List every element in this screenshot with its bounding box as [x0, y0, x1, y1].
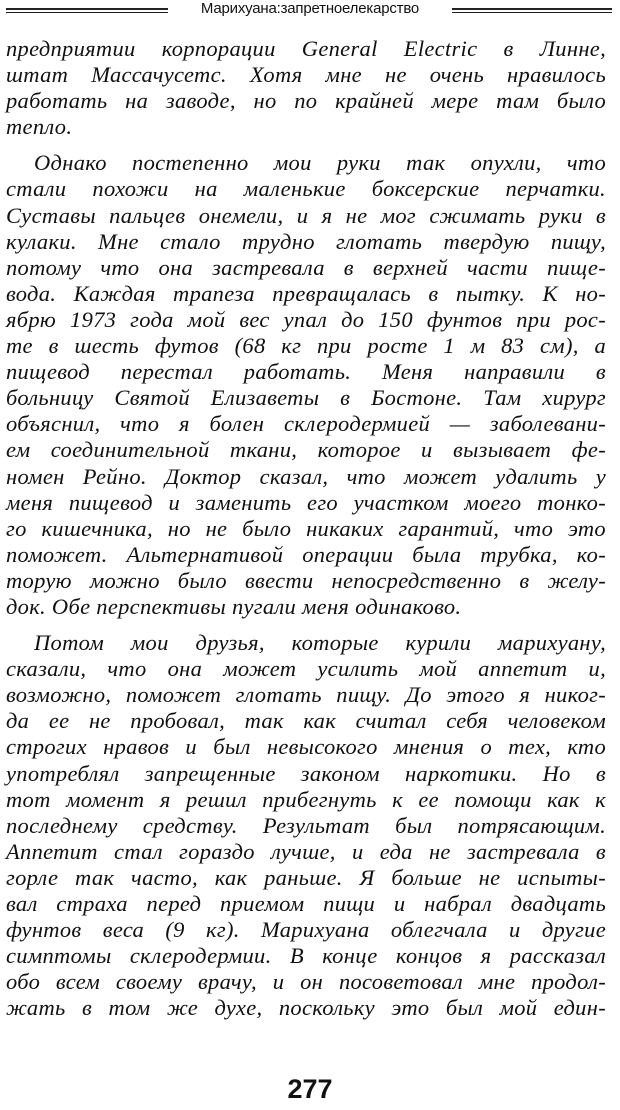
text-line: потому что она застревала в верхней части пище- [6, 254, 606, 280]
text-line: симптомы склеродермии. В конце концов я рассказал [6, 943, 606, 969]
text-line: меня пищевод и заменить его участком моего тонко- [6, 489, 606, 515]
text-line: штат Массачусетс. Хотя мне не очень нравилось [6, 62, 606, 88]
text-line: Суставы пальцев онемели, и я не мог сжимать руки в [6, 202, 606, 228]
header-rule-right [452, 8, 612, 10]
running-title: Марихуана:запретноелекарство [200, 0, 420, 17]
text-line: поможет. Альтернативой операции была трубка, ко- [6, 541, 606, 567]
text-line: последнему средству. Результат был потрясающим. [6, 812, 606, 838]
text-line: вал страха перед приемом пищи и набрал двадцать [6, 891, 606, 916]
text-line: ябрю 1973 года мой вес упал до 150 фунтов при рос- [6, 306, 606, 332]
text-line: тот момент я решил прибегнуть к ее помощи как к [6, 786, 606, 812]
text-line: жать в том же духе, поскольку это был мой един- [6, 995, 606, 1021]
text-line: больницу Святой Елизаветы в Бостоне. Там хирург [6, 385, 606, 411]
text-line: кулаки. Мне стало трудно глотать твердую пищу, [6, 228, 606, 254]
text-line: работать на заводе, но по крайней мере там было [6, 88, 606, 114]
text-line: вода. Каждая трапеза превращалась в пытку. К но- [6, 280, 606, 306]
text-line: предприятии корпорации General Electric в Линне, [6, 36, 606, 61]
text-line: горле так часто, как раньше. Я больше не испыты- [6, 864, 606, 890]
running-header [0, 0, 620, 24]
text-line: возможно, поможет глотать пищу. До этого я никог- [6, 682, 606, 708]
text-line: фунтов веса (9 кг). Марихуана облегчала и другие [6, 917, 606, 943]
text-line: стали похожи на маленькие боксерские перчатки. [6, 176, 606, 202]
text-line: док. Обе перспективы пугали меня одинаково. [6, 593, 462, 619]
body-text [6, 36, 606, 1021]
text-line: го кишечника, но не было никаких гарантий, что это [6, 515, 606, 541]
text-line: да ее не пробовал, так как считал себя человеком [6, 708, 606, 734]
paragraph-1 [6, 36, 606, 140]
text-line: объяснил, что я болен склеродермией — заболевани- [6, 411, 606, 437]
text-line: сказали, что она может усилить мой аппетит и, [6, 656, 606, 682]
text-line: ем соединительной ткани, которое и вызывает фе- [6, 437, 606, 463]
text-line: торую можно было ввести непосредственно в желу- [6, 567, 606, 593]
page-number: 277 [287, 1074, 333, 1104]
paragraph-2 [6, 150, 606, 620]
text-line: строгих нравов и был невысокого мнения о тех, кто [6, 734, 606, 760]
text-line: пищевод перестал работать. Меня направили в [6, 359, 606, 385]
text-line: номен Рейно. Доктор сказал, что может удалить у [6, 463, 606, 489]
paragraph-gap [6, 140, 606, 150]
text-line: тепло. [6, 114, 73, 140]
paragraph-gap [6, 620, 606, 630]
paragraph-3 [6, 630, 606, 1021]
text-line: Аппетит стал гораздо лучше, и еда не застревала в [6, 838, 606, 864]
text-line: обо всем своему врачу, и он посоветовал мне продол- [6, 969, 606, 995]
text-line: Однако постепенно мои руки так опухли, что [34, 150, 606, 176]
text-line: Потом мои друзья, которые курили марихуану, [34, 630, 606, 656]
text-line: те в шесть футов (68 кг при росте 1 м 83 см), а [6, 333, 606, 359]
text-line: употреблял запрещенные законом наркотики. Но в [6, 760, 606, 786]
header-rule-left [6, 8, 168, 10]
